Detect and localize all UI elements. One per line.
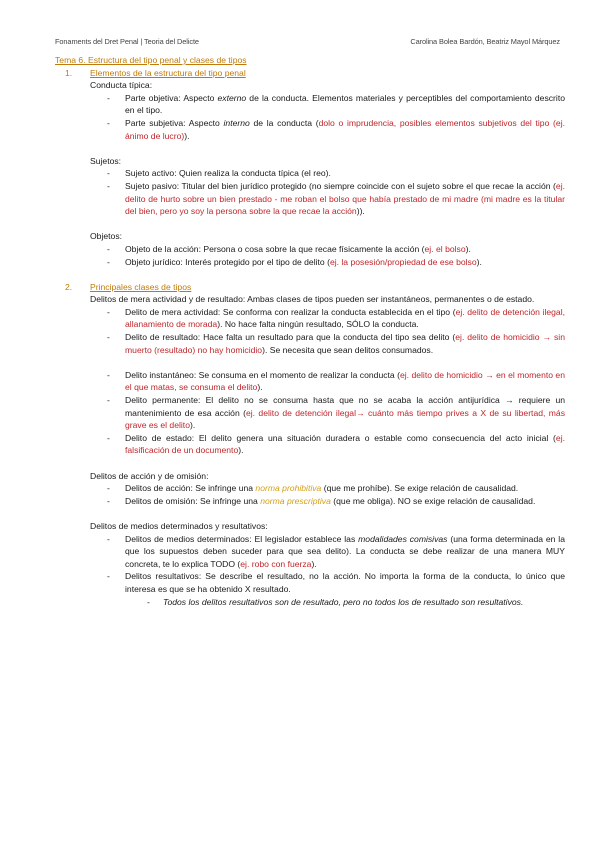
section-number: 2.: [65, 281, 73, 292]
list-item: - Objeto jurídico: Interés protegido por el tipo de delito (ej. la posesión/propiedad de ese bolso).: [107, 256, 482, 267]
list-item: - Delitos de acción: Se infringe una norma prohibitiva (que me prohíbe). Se exige relación de causalidad.: [107, 483, 519, 494]
group-label: Conducta típica:: [90, 80, 153, 91]
list-item: - Delito permanente: El delito no se consuma hasta que no se acaba la acción antijurídica → requiere un mantenimiento de esa acción (ej. delito de detención ilegal→ cuánto más tiempo prives a X de su libertad, más grave es el delito).: [107, 395, 565, 431]
document-title: Tema 6. Estructura del tipo penal y clases de tipos: [55, 55, 247, 65]
document-body: [55, 54, 565, 608]
norm-term: norma prescriptiva: [260, 495, 331, 506]
sub-list-item: - Todos los delitos resultativos son de resultado, pero no todos los de resultado son resultativos.: [147, 596, 524, 607]
group-intro: Delitos de mera actividad y de resultado: Ambas clases de tipos pueden ser instantáneos, permanentes o de estado.: [90, 294, 535, 305]
list-item: - Delito de estado: El delito genera una situación duradera o estable como consecuencia del acto inicial (ej. falsificación de un documento).: [107, 432, 565, 456]
dash-marker: -: [107, 306, 110, 317]
bullet-list: [105, 167, 565, 217]
dash-marker: -: [107, 117, 110, 128]
example-text: ej. delito de homicidio → en el momento en el que matas, se consuma el delito: [125, 369, 565, 393]
bullet-list: [105, 533, 565, 609]
page-header-left: Fonaments del Dret Penal | Teoria del Delicte: [55, 37, 199, 46]
list-item: - Delitos de omisión: Se infringe una norma prescriptiva (que me obliga). NO se exige relación de causalidad.: [107, 495, 536, 506]
list-item: - Delito de resultado: Hace falta un resultado para que la conducta del tipo sea delito (ej. delito de homicidio → sin muerto (resultado) no hay homicidio). Se necesita que sean delitos consumados.: [107, 332, 565, 355]
section-number: 1.: [65, 67, 73, 78]
example-text: ej. falsificación de un documento: [125, 432, 565, 456]
bullet-list: [105, 482, 565, 507]
example-text: ej. robo con fuerza: [240, 558, 312, 569]
list-item: - Sujeto activo: Quien realiza la conducta típica (el reo).: [107, 168, 331, 179]
example-text: ej. delito de detención ilegal, allanamiento de morada: [125, 306, 565, 330]
sub-list: [145, 596, 565, 609]
dash-marker: -: [107, 243, 110, 254]
group-label: Sujetos:: [90, 155, 122, 166]
list-item: - Delito instantáneo: Se consuma en el momento de realizar la conducta (ej. delito de homicidio → en el momento en el que matas, se consuma el delito).: [107, 369, 565, 393]
dash-marker: -: [107, 92, 110, 103]
bullet-list: [105, 243, 565, 268]
dash-marker: -: [107, 432, 110, 443]
list-item: - Objeto de la acción: Persona o cosa sobre la que recae físicamente la acción (ej. el bolso).: [107, 243, 471, 254]
dash-marker: -: [107, 395, 110, 406]
dash-marker: -: [147, 596, 150, 607]
bullet-list: [105, 306, 565, 356]
list-item: - Delito de mera actividad: Se conforma con realizar la conducta establecida en el tipo (ej. delito de detención ilegal, allanamiento de morada). No hace falta ningún resultado, SÓLO la conducta.: [107, 306, 565, 330]
example-text: dolo o imprudencia, posibles elementos subjetivos del tipo (ej. ánimo de lucro): [125, 117, 565, 141]
page-header-right: Carolina Bolea Bardón, Beatriz Mayol Márquez: [410, 37, 560, 46]
bullet-list: [105, 369, 565, 457]
dash-marker: -: [107, 369, 110, 380]
dash-marker: -: [107, 533, 110, 544]
list-item: - Sujeto pasivo: Titular del bien jurídico protegido (no siempre coincide con el sujeto sobre el que recae la acción (ej. delito de hurto sobre un bien prestado - me roban el bolso que había prestado de mi madre (mi madre es la titular del bien, pero yo soy la persona sobre la que recae la acción)).: [107, 180, 565, 217]
section-title: Principales clases de tipos: [90, 281, 192, 292]
group-label: Objetos:: [90, 231, 123, 242]
section-title: Elementos de la estructura del tipo penal: [90, 67, 246, 78]
group-label: Delitos de acción y de omisión:: [90, 470, 209, 481]
section-1-heading: [55, 67, 565, 80]
dash-marker: -: [107, 168, 110, 179]
group-label: Delitos de medios determinados y resultativos:: [90, 520, 268, 531]
section-2-heading: [55, 281, 565, 294]
dash-marker: -: [107, 180, 110, 191]
dash-marker: -: [107, 332, 110, 343]
example-text: ej. el bolso: [424, 243, 466, 254]
bullet-list: [105, 92, 565, 142]
dash-marker: -: [107, 571, 110, 582]
list-item: - Parte subjetiva: Aspecto interno de la conducta (dolo o imprudencia, posibles elementos subjetivos del tipo (ej. ánimo de lucro)).: [107, 117, 565, 141]
dash-marker: -: [107, 483, 110, 494]
dash-marker: -: [107, 495, 110, 506]
list-item: - Delitos de medios determinados: El legislador establece las modalidades comisivas (una forma determinada en la que los supuestos deben suceder para que sea delito). La conducta se debe realizar de una manera MUY concreta, te lo explica TODO (ej. robo con fuerza).: [107, 533, 565, 569]
norm-term: norma prohibitiva: [255, 483, 322, 494]
example-text: ej. delito de hurto sobre un bien prestado - me roban el bolso que había prestado de mi madre (mi madre es la titular del bien, pero yo soy la persona sobre la que recae la acción: [125, 180, 565, 217]
example-text: ej. delito de homicidio → sin muerto (resultado) no hay homicidio: [125, 332, 565, 355]
example-text: ej. la posesión/propiedad de ese bolso: [329, 256, 477, 267]
example-text: ej. delito de detención ilegal→ cuánto más tiempo prives a X de su libertad, más grave es el delito: [125, 407, 565, 431]
list-item: - Delitos resultativos: Se describe el resultado, no la acción. No importa la forma de la conducta, lo único que interesa es que se ha obtenido X resultado. - Todos los delitos resultativos son de resultado, pero no todos los de resultado son resultativos.: [107, 571, 565, 607]
dash-marker: -: [107, 256, 110, 267]
list-item: - Parte objetiva: Aspecto externo de la conducta. Elementos materiales y perceptibles del comportamiento descrito en el tipo.: [107, 92, 565, 116]
